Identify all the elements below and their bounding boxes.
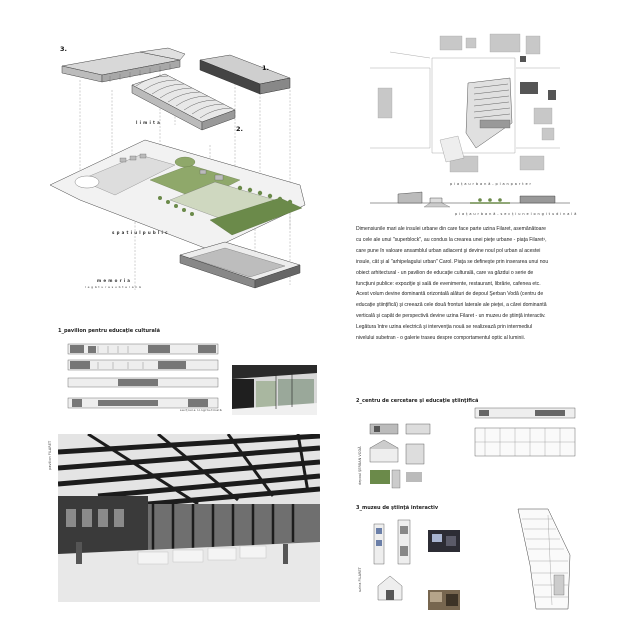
diagram-number-2: 2. bbox=[236, 125, 243, 133]
text-line: verticală şi capăt de perspectivă devine uzina Filaret - un muzeu de ştiinţă interactiv. bbox=[356, 313, 546, 320]
depot-plan-drawing bbox=[475, 404, 585, 464]
axonometric-drawing bbox=[40, 30, 340, 310]
public-space-site-layer bbox=[50, 140, 305, 250]
text-line: cu cele ale unui "superblock", au condus la crearea unei pieţe urbane - piaţa Filaret¹, bbox=[356, 236, 547, 243]
large-render-drawing bbox=[58, 434, 320, 602]
museum-render-1 bbox=[428, 530, 460, 552]
museum-vertical-label: uzina FILARET bbox=[358, 567, 362, 592]
urban-square-ground-plan bbox=[370, 28, 560, 178]
pavilion-section-caption: secţiune longitudinală bbox=[180, 408, 223, 412]
urban-square-longitudinal-section bbox=[370, 188, 570, 210]
interior-render-drawing bbox=[232, 365, 317, 415]
pavilion-vertical-label: pavilion FILARET bbox=[48, 440, 52, 470]
label-legatura-subterana: l e g ă t u r a s u b t e r a n ă bbox=[85, 285, 142, 289]
memory-underground-layer bbox=[180, 242, 300, 288]
diagram-number-3: 3. bbox=[60, 45, 67, 53]
label-limita: l i m i t a bbox=[136, 120, 161, 125]
text-line: funcţiuni publice: expoziţie şi sală de evenimente, restaurant, librărie, cafenea etc. bbox=[356, 280, 541, 287]
section-caption: p i a ț a u r b a n ă - s e c ț i u n e l o n g i t u d i n a l ă bbox=[455, 212, 577, 216]
label-spatiul-public: s p a t i u l p u b l i c bbox=[112, 230, 168, 235]
pavilion-large-interior-render bbox=[58, 434, 320, 602]
section-drawing bbox=[370, 188, 570, 210]
depot-drawings-drawing bbox=[366, 408, 466, 498]
text-line: Dimensiunile mari ale insulei urbane din care face parte uzina Filaret, asemănătoare bbox=[356, 226, 546, 232]
depot-drawings bbox=[366, 408, 466, 498]
section-1-title: 1_pavilion pentru educaţie culturală bbox=[58, 328, 160, 334]
description-text-block bbox=[356, 224, 584, 344]
text-line: nivelului subetran - o galerie traseu despre comportamentul optic al luminii. bbox=[356, 335, 526, 342]
text-line: Acest volum devine dominantă orizontală alături de depoul Şerban Vodă (centru de bbox=[356, 291, 544, 298]
building-1-volume bbox=[200, 55, 290, 94]
museum-render-2-drawing bbox=[428, 590, 460, 610]
ground-plan-drawing bbox=[370, 28, 560, 178]
pavilion-interior-render bbox=[232, 365, 317, 415]
museum-plan bbox=[508, 505, 588, 613]
diagram-number-1: 1. bbox=[262, 64, 269, 72]
exploded-axonometric-diagram bbox=[40, 30, 340, 310]
section-2-title: 2_centru de cercetare şi educaţie ştiinţifică bbox=[356, 398, 479, 404]
label-memoria: m e m o r i a bbox=[97, 278, 131, 283]
text-line: Legătura între uzina electrică şi intervenţia nouă se realizează prin intermediul bbox=[356, 324, 533, 331]
depot-plan-section bbox=[475, 404, 585, 464]
section-3-title: 3_muzeu de ştiinţă interactiv bbox=[356, 505, 439, 511]
museum-plan-drawing bbox=[508, 505, 588, 613]
ground-plan-caption: p i a ț a u r b a n ă - p l a n p a r t e r bbox=[450, 182, 532, 186]
depot-vertical-label: depoul ŞERBAN VODĂ bbox=[358, 446, 362, 485]
text-line: obiect arhitectural - un pavilion de educaţie culturală, care va găzdui o serie de bbox=[356, 269, 534, 276]
text-line: care pune în valoare ansamblul urban adiacent şi devine noul pol urban al acestei bbox=[356, 247, 541, 254]
text-line: educaţie ştiinţifică) şi creează cele două fronturi laterale ale pieţei, a cărei dominantă bbox=[356, 302, 547, 309]
text-line: insule, cât şi al "arhipelagului urban" Carol. Piaţa se defineşte prin inserarea unui nou bbox=[356, 258, 549, 265]
museum-render-1-drawing bbox=[428, 530, 460, 552]
description-paragraph bbox=[356, 224, 584, 344]
museum-render-2 bbox=[428, 590, 460, 610]
